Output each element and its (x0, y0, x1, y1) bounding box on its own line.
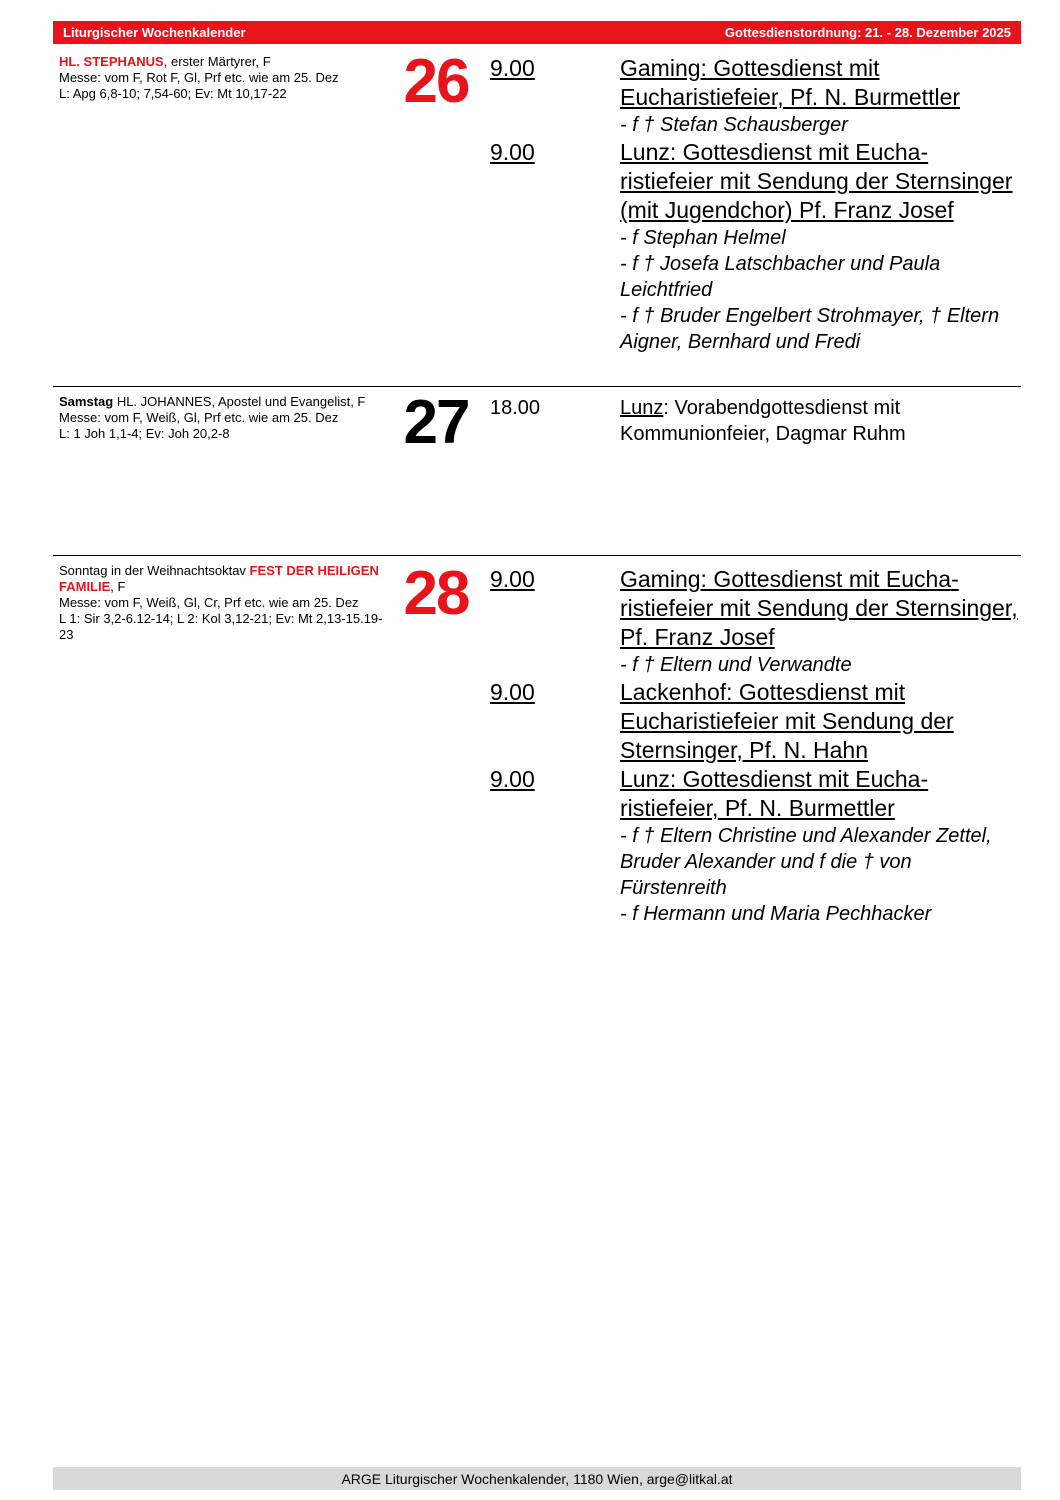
weekday: Samstag (59, 394, 114, 409)
event-time: 18.00 (490, 397, 541, 419)
event-item (490, 678, 1020, 765)
event-item (490, 395, 1020, 447)
header-date-range: Gottesdienstordnung: 21. - 28. Dezember 2025 (724, 25, 1011, 40)
weekday: Sonntag in der Weihnachtsoktav (59, 563, 250, 578)
readings: L: 1 Joh 1,1-4; Ev: Joh 20,2-8 (59, 426, 230, 441)
event-list (490, 54, 1020, 355)
mass-intention: - f † Bruder Engelbert Strohmayer, † Eltern Aigner, Bernhard und Fredi (620, 305, 1000, 353)
day-number: 28 (403, 559, 469, 628)
mass-intention: - f † Eltern Christine und Alexander Zettel, Bruder Alexander und f die † von Fürstenreith (620, 825, 992, 899)
event-time: 9.00 (490, 679, 535, 705)
header-bar (53, 21, 1021, 44)
event-title-rest: : Vorabendgottesdienst mit Kommunionfeier, Dagmar Ruhm (620, 397, 906, 445)
event-title: Gaming: Gottesdienst mit Eucharistiefeier, Pf. N. Burmettler (620, 55, 961, 110)
day-info (59, 563, 389, 643)
feast-name: HL. JOHANNES, Apostel und Evangelist, F (113, 394, 366, 409)
footer-bar (53, 1467, 1021, 1490)
event-title: Lunz: Gottesdienst mit Eucha-ristiefeier mit Sendung der Sternsinger (mit Jugendchor) Pf. Franz Josef (620, 139, 1013, 223)
event-list (490, 395, 1020, 447)
event-list (490, 565, 1020, 927)
mass-intention: - f † Eltern und Verwandte (620, 654, 852, 676)
event-title: Lunz: Gottesdienst mit Eucha-ristiefeier, Pf. N. Burmettler (620, 766, 929, 821)
feast-line (59, 563, 389, 595)
feast-line (59, 54, 389, 70)
day-28 (53, 555, 1021, 936)
event-time: 9.00 (490, 55, 535, 81)
feast-line (59, 394, 389, 410)
day-27 (53, 386, 1021, 555)
event-item (490, 54, 1020, 138)
feast-rank: , F (110, 579, 126, 594)
mass-intention: - f † Stefan Schausberger (620, 114, 848, 136)
mass-intention: - f † Josefa Latschbacher und Paula Leichtfried (620, 253, 941, 301)
event-title (620, 395, 1020, 447)
event-item (490, 138, 1020, 355)
day-number: 26 (403, 47, 469, 116)
mass-info: Messe: vom F, Weiß, Gl, Prf etc. wie am 25. Dez (59, 410, 339, 425)
readings: L 1: Sir 3,2-6.12-14; L 2: Kol 3,12-21; Ev: Mt 2,13-15.19-23 (59, 611, 383, 642)
footer-text: ARGE Liturgischer Wochenkalender, 1180 Wien, arge@litkal.at (341, 1470, 733, 1487)
event-place: Lunz (620, 397, 664, 419)
day-info (59, 394, 389, 442)
feast-rank: , erster Märtyrer, F (163, 54, 271, 69)
mass-info: Messe: vom F, Rot F, Gl, Prf etc. wie am 25. Dez (59, 70, 339, 85)
header-title: Liturgischer Wochenkalender (63, 25, 246, 40)
day-number: 27 (403, 388, 469, 457)
event-time: 9.00 (490, 566, 535, 592)
event-item (490, 765, 1020, 927)
mass-intention: - f Hermann und Maria Pechhacker (620, 903, 932, 925)
feast-name: FEST DER HEILIGEN FAMILIE (59, 563, 379, 594)
event-time: 9.00 (490, 139, 535, 165)
event-item (490, 565, 1020, 678)
event-title: Lackenhof: Gottesdienst mit Eucharistiefeier mit Sendung der Sternsinger, Pf. N. Hahn (620, 679, 954, 763)
event-title: Gaming: Gottesdienst mit Eucha-ristiefeier mit Sendung der Sternsinger, Pf. Franz Josef (620, 566, 1018, 650)
mass-intention: - f Stephan Helmel (620, 227, 786, 249)
mass-info: Messe: vom F, Weiß, Gl, Cr, Prf etc. wie am 25. Dez (59, 595, 359, 610)
event-time: 9.00 (490, 766, 535, 792)
feast-name: HL. STEPHANUS (59, 54, 164, 69)
day-info (59, 54, 389, 102)
readings: L: Apg 6,8-10; 7,54-60; Ev: Mt 10,17-22 (59, 86, 287, 101)
day-26 (53, 47, 1021, 384)
